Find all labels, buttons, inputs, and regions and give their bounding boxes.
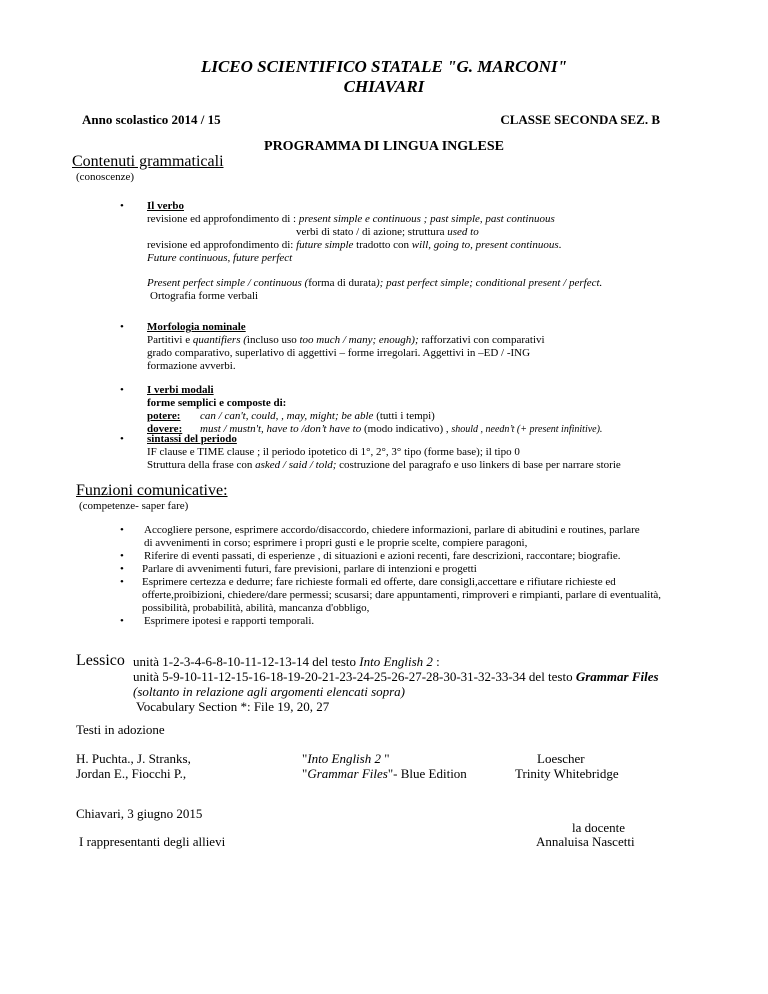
quote: " xyxy=(302,751,308,766)
teacher-label: la docente xyxy=(572,820,626,835)
footer-date: Chiavari, 3 giugno 2015 xyxy=(76,806,203,821)
function-item-1b: di avvenimenti in corso; esprimere i propri gusti e le proprie scelte, compiere paragoni, xyxy=(144,537,528,549)
quote-edition: "- Blue Edition xyxy=(387,766,467,781)
function-item-5: Esprimere ipotesi e rapporti temporali. xyxy=(144,615,315,627)
grammar-heading: Contenuti grammaticali xyxy=(72,153,224,170)
potere-forms: can / can't, could, , may, might; be able xyxy=(200,410,374,422)
modals-block xyxy=(147,384,602,436)
morph-line2: grado comparativo, superlativo di aggettivi – forme irregolari. Aggettivi in –ED / -ING xyxy=(147,347,531,359)
school-name: LICEO SCIENTIFICO STATALE "G. MARCONI" xyxy=(200,57,568,76)
text-title-1 xyxy=(302,751,390,766)
lessico-line1a: unità 1-2-3-4-6-8-10-11-12-13-14 del testo xyxy=(133,654,356,669)
syntax-block xyxy=(147,433,621,472)
dovere-note: (modo indicativo) , xyxy=(363,423,449,435)
function-item-4c: possibilità, probabilità, abilità, mancanza d'obbligo, xyxy=(142,602,370,614)
lessico-line3: (soltanto in relazione agli argomenti elencati sopra) xyxy=(133,684,406,699)
bullet-icon: • xyxy=(120,524,124,536)
function-item-2: Riferire di eventi passati, di esperienze , di situazioni e azioni recenti, fare descrizioni, raccontare; biografie. xyxy=(144,550,621,562)
lessico-block xyxy=(133,654,659,714)
bullet-icon: • xyxy=(120,576,124,588)
verb-line5b: forma di durata xyxy=(308,277,377,289)
verb-line1b: present simple e continuous ; past simple, past continuous xyxy=(298,213,555,225)
bullet-icon: • xyxy=(120,550,124,562)
morph-block xyxy=(147,321,545,373)
school-year: Anno scolastico 2014 / 15 xyxy=(82,112,221,127)
bullet-icon: • xyxy=(120,433,124,445)
quote: " xyxy=(302,766,308,781)
functions-heading: Funzioni comunicative: xyxy=(76,482,228,499)
lessico-line4: Vocabulary Section *: File 19, 20, 27 xyxy=(136,699,330,714)
verb-line6: Ortografia forme verbali xyxy=(150,290,259,302)
dovere-forms: must / mustn't, have to /don’t have to xyxy=(200,423,362,435)
lessico-label: Lessico xyxy=(76,652,125,669)
class-label: CLASSE SECONDA SEZ. B xyxy=(500,112,660,127)
text-publisher-2: Trinity Whitebridge xyxy=(515,766,619,781)
students-reps: I rappresentanti degli allievi xyxy=(79,834,226,849)
syntax-line2c: costruzione del paragrafo e uso linkers di base per narrare storie xyxy=(339,459,621,471)
modals-line1: forme semplici e composte di: xyxy=(147,397,287,409)
dovere-label: dovere: xyxy=(147,423,183,435)
morph-line3: formazione avverbi. xyxy=(147,360,236,372)
lessico-line2a: unità 5-9-10-11-12-15-16-18-19-20-21-23-24-25-26-27-28-30-31-32-33-34 del testo xyxy=(133,669,573,684)
bullet-icon: • xyxy=(120,321,124,333)
verb-line4: Future continuous, future perfect xyxy=(147,252,293,264)
texts-heading: Testi in adozione xyxy=(76,722,165,737)
modals-title: I verbi modali xyxy=(147,384,214,396)
lessico-line2b: Grammar Files xyxy=(575,669,659,684)
potere-label: potere: xyxy=(147,410,181,422)
morph-line1c: incluso uso xyxy=(246,334,297,346)
function-item-4b: offerte,proibizioni, chiedere/dare permessi; scusarsi; dare appuntamenti, rimproveri e rimpianti, parlare di eventualità, xyxy=(142,589,662,601)
morph-title: Morfologia nominale xyxy=(147,321,246,333)
verb-line5c: ); past perfect simple; conditional present / perfect. xyxy=(376,277,603,289)
morph-line1e: rafforzativi con comparativi xyxy=(421,334,545,346)
syntax-title: sintassi del periodo xyxy=(147,433,237,445)
quote: " xyxy=(384,751,390,766)
verb-line2b: used to xyxy=(447,226,479,238)
text-author-1: H. Puchta., J. Stranks, xyxy=(76,751,191,766)
teacher-name: Annaluisa Nascetti xyxy=(536,834,635,849)
verb-line3b: future simple xyxy=(296,239,354,251)
verb-line2: verbi di stato / di azione; struttura xyxy=(296,226,445,238)
function-item-4a: Esprimere certezza e dedurre; fare richieste formali ed offerte, dare consigli,accettare e rifiutare richieste ed xyxy=(142,576,616,588)
functions-subheading: (competenze- saper fare) xyxy=(79,500,189,512)
verb-line5a: Present perfect simple / continuous ( xyxy=(147,277,309,289)
verb-line3e: . xyxy=(558,239,562,251)
morph-line1a: Partitivi e xyxy=(147,334,191,346)
text-author-2: Jordan E., Fiocchi P., xyxy=(76,766,187,781)
verb-line3a: revisione ed approfondimento di: xyxy=(147,239,294,251)
syntax-line2b: asked / said / told; xyxy=(255,459,337,471)
school-city: CHIAVARI xyxy=(343,77,425,96)
text-title-2 xyxy=(302,766,467,781)
program-title: PROGRAMMA DI LINGUA INGLESE xyxy=(264,139,504,154)
verb-line3c: tradotto con xyxy=(356,239,410,251)
bullet-icon: • xyxy=(120,615,124,627)
potere-note: (tutti i tempi) xyxy=(376,410,435,422)
lessico-line1b: Into English 2 xyxy=(359,654,433,669)
verb-block xyxy=(147,200,602,303)
book-title: Into English 2 xyxy=(307,751,385,766)
lessico-line1c: : xyxy=(436,654,440,669)
morph-line1d: too much / many; enough); xyxy=(299,334,419,346)
grammar-subheading: (conoscenze) xyxy=(76,171,135,183)
verb-line3d: will, going to, present continuous xyxy=(411,239,559,251)
bullet-icon: • xyxy=(120,200,124,212)
syntax-line2a: Struttura della frase con xyxy=(147,459,253,471)
morph-line1b: quantifiers ( xyxy=(192,334,247,346)
book-title: Grammar Files xyxy=(307,766,388,781)
verb-title: Il verbo xyxy=(147,200,184,212)
text-publisher-1: Loescher xyxy=(537,751,585,766)
syntax-line1: IF clause e TIME clause ; il periodo ipotetico di 1°, 2°, 3° tipo (forme base); il tipo 0 xyxy=(147,446,520,458)
bullet-icon: • xyxy=(120,384,124,396)
bullet-icon: • xyxy=(120,563,124,575)
function-item-3: Parlare di avvenimenti futuri, fare previsioni, parlare di intenzioni e progetti xyxy=(142,563,477,575)
dovere-forms2: should , needn’t (+ present infinitive). xyxy=(451,424,603,435)
verb-line1a: revisione ed approfondimento di : xyxy=(147,213,297,225)
function-item-1a: Accogliere persone, esprimere accordo/disaccordo, chiedere informazioni, parlare di abitudini e routines, parlare xyxy=(144,524,640,536)
